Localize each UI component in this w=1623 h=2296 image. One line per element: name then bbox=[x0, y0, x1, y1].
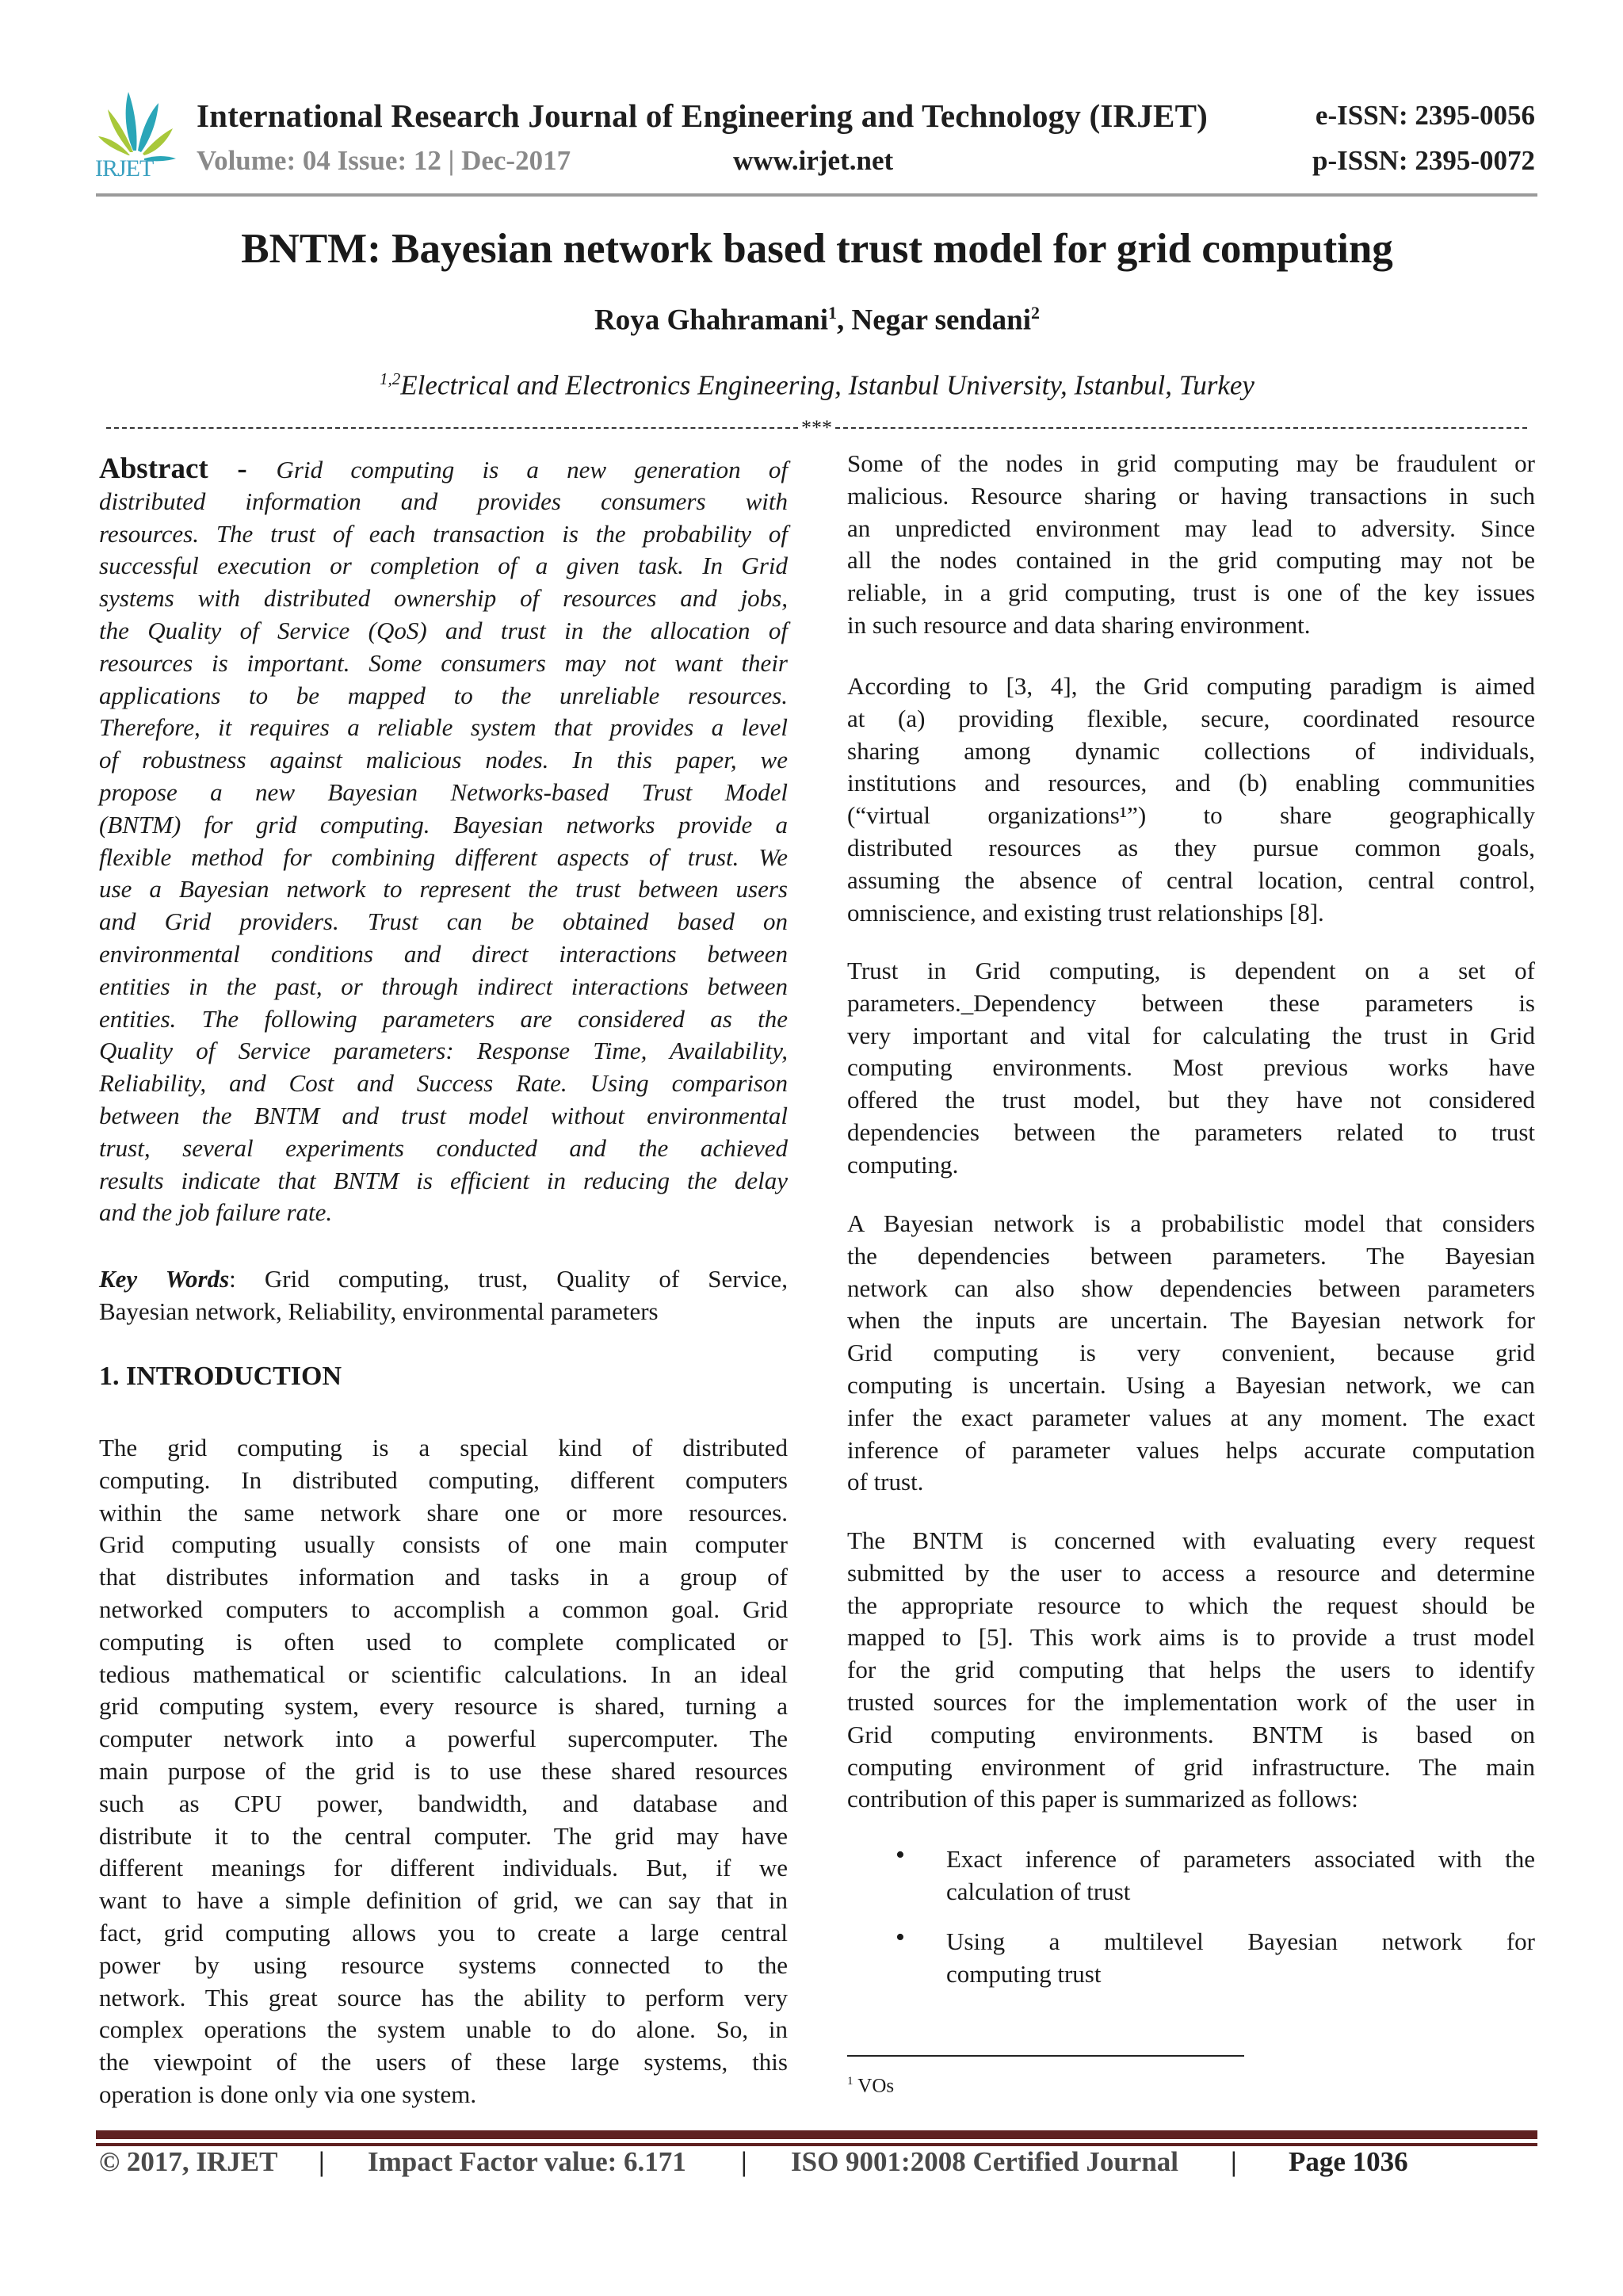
paragraph-line: all the nodes contained in the grid computing may not be bbox=[847, 546, 1535, 575]
paragraph-line: omniscience, and existing trust relationships [8]. bbox=[847, 898, 1324, 926]
journal-url[interactable]: www.irjet.net bbox=[733, 145, 894, 176]
paragraph-line: malicious. Resource sharing or having transactions in such bbox=[847, 481, 1535, 510]
paragraph-line: computing environments. Most previous works have bbox=[847, 1053, 1535, 1082]
paragraph-line: the dependencies between parameters. The Bayesian bbox=[847, 1241, 1535, 1270]
paragraph-line: sharing among dynamic collections of individuals, bbox=[847, 736, 1535, 765]
paragraph-line: when the inputs are uncertain. The Bayesian network for bbox=[847, 1306, 1535, 1335]
abstract-line: resources. The trust of each transaction is the probability of bbox=[99, 519, 788, 548]
paragraph-line: computing. bbox=[847, 1150, 959, 1179]
affiliation-text: Electrical and Electronics Engineering, Istanbul University, Istanbul, Turkey bbox=[400, 369, 1254, 401]
footer-impact-factor: Impact Factor value: 6.171 bbox=[368, 2146, 686, 2177]
paragraph-line: for the grid computing that helps the users to identify bbox=[847, 1656, 1535, 1684]
paragraph-line: fact, grid computing allows you to create a large central bbox=[99, 1918, 788, 1946]
abstract-line: and the job failure rate. bbox=[99, 1198, 333, 1227]
footer-iso: ISO 9001:2008 Certified Journal bbox=[791, 2146, 1179, 2177]
logo-text: IRJET bbox=[95, 155, 154, 181]
keywords-label: Key Words bbox=[99, 1265, 230, 1293]
paragraph-lines bbox=[946, 1843, 1535, 1908]
bullet-line: Using a multilevel Bayesian network for bbox=[946, 1927, 1535, 1955]
paragraph-line: different meanings for different individuals. But, if we bbox=[99, 1854, 788, 1882]
paragraph-line: A Bayesian network is a probabilistic model that considers bbox=[847, 1209, 1535, 1237]
paragraph-line: at (a) providing flexible, secure, coordinated resource bbox=[847, 704, 1535, 732]
author-2: Negar sendani bbox=[851, 304, 1031, 337]
footer-page-number: Page 1036 bbox=[1289, 2146, 1408, 2177]
bullet-item bbox=[946, 1843, 1535, 1908]
keywords bbox=[99, 1263, 788, 1328]
paragraph-lines bbox=[847, 1525, 1535, 1816]
paragraph-lines bbox=[99, 1296, 788, 1328]
paragraph-line: want to have a simple definition of grid, we can say that in bbox=[99, 1886, 788, 1915]
abstract-line: (BNTM) for grid computing. Bayesian networks provide a bbox=[99, 810, 788, 839]
footnote bbox=[847, 2075, 894, 2097]
author-sep: , bbox=[837, 304, 852, 337]
bullet-icon: • bbox=[896, 1840, 905, 1870]
bullet-line: Exact inference of parameters associated with the bbox=[946, 1845, 1535, 1873]
abstract-line: successful execution or completion of a given task. In Grid bbox=[99, 552, 788, 580]
abstract-line: distributed information and provides consumers with bbox=[99, 487, 788, 515]
paragraph-lines bbox=[847, 448, 1535, 642]
footnote-number: 1 bbox=[847, 2075, 854, 2088]
abstract-line: and Grid providers. Trust can be obtained based on bbox=[99, 907, 788, 936]
paragraph-line: that distributes information and tasks in a group of bbox=[99, 1563, 788, 1591]
paragraph-lines bbox=[847, 1208, 1535, 1499]
paragraph-line: the viewpoint of the users of these large systems, this bbox=[99, 2048, 788, 2076]
paragraph-line: infer the exact parameter values at any moment. The exact bbox=[847, 1403, 1535, 1431]
paragraph-line: computer network into a powerful supercomputer. The bbox=[99, 1725, 788, 1753]
affiliation bbox=[0, 369, 1623, 402]
abstract-line: the Quality of Service (QoS) and trust in the allocation of bbox=[99, 616, 788, 644]
abstract-line bbox=[99, 453, 788, 486]
abstract-line: Quality of Service parameters: Response Time, Availability, bbox=[99, 1037, 788, 1065]
paragraph-line: in such resource and data sharing environment. bbox=[847, 610, 1311, 639]
paragraph-line: dependencies between the parameters related to trust bbox=[847, 1117, 1535, 1146]
keywords-line: Bayesian network, Reliability, environmental parameters bbox=[99, 1297, 659, 1325]
paragraph-line: parameters._Dependency between these parameters is bbox=[847, 988, 1535, 1017]
abstract-line: systems with distributed ownership of resources and jobs, bbox=[99, 584, 788, 613]
paragraph-line: network can also show dependencies between parameters bbox=[847, 1274, 1535, 1302]
paragraph-line: complex operations the system unable to do alone. So, in bbox=[99, 2015, 788, 2044]
journal-name: International Research Journal of Engineering and Technology (IRJET) bbox=[197, 97, 1208, 134]
abstract-line: applications to be mapped to the unreliable resources. bbox=[99, 681, 788, 709]
footer-divider: | bbox=[1231, 2146, 1237, 2177]
paragraph-line: the appropriate resource to which the request should be bbox=[847, 1591, 1535, 1619]
paragraph-line: Trust in Grid computing, is dependent on a set of bbox=[847, 957, 1535, 984]
separator-dash-right bbox=[835, 427, 1527, 429]
paragraph-line: The grid computing is a special kind of distributed bbox=[99, 1434, 788, 1461]
footnote-text: VOs bbox=[853, 2075, 895, 2097]
abstract-line: between the BNTM and trust model without environmental bbox=[99, 1101, 788, 1129]
bullet-item bbox=[946, 1926, 1535, 1991]
abstract-line: resources is important. Some consumers may not want their bbox=[99, 648, 788, 677]
paragraph-line: grid computing system, every resource is shared, turning a bbox=[99, 1692, 788, 1721]
paragraph-line: networked computers to accomplish a common goal. Grid bbox=[99, 1595, 788, 1623]
paper-title: BNTM: Bayesian network based trust model for grid computing bbox=[241, 226, 1393, 272]
footer-divider: | bbox=[741, 2146, 747, 2177]
paragraph-line: The BNTM is concerned with evaluating every request bbox=[847, 1526, 1535, 1554]
abstract-line: results indicate that BNTM is efficient in reducing the delay bbox=[99, 1166, 788, 1194]
abstract-line: of robustness against malicious nodes. In this paper, we bbox=[99, 746, 788, 774]
paragraph-line: institutions and resources, and (b) enabling communities bbox=[847, 769, 1535, 797]
paragraph-grid-paradigm bbox=[847, 670, 1535, 929]
paragraph-lines bbox=[946, 1926, 1535, 1991]
paragraph-line: an unpredicted environment may lead to adversity. Since bbox=[847, 514, 1535, 542]
paragraph-line: Grid computing usually consists of one main computer bbox=[99, 1530, 788, 1559]
section-separator bbox=[106, 416, 1527, 439]
header-rule bbox=[96, 193, 1537, 197]
e-issn: e-ISSN: 2395-0056 bbox=[1315, 100, 1535, 131]
footer-copyright: © 2017, IRJET bbox=[99, 2146, 278, 2177]
bullet-line: computing trust bbox=[946, 1959, 1102, 1988]
paragraph-lines bbox=[847, 670, 1535, 929]
footer-bar bbox=[96, 2130, 1537, 2139]
intro-paragraph bbox=[99, 1432, 788, 2111]
footnote-rule bbox=[847, 2055, 1244, 2057]
keywords-line bbox=[99, 1263, 788, 1296]
paragraph-line: trusted sources for the implementation work of the user in bbox=[847, 1687, 1535, 1716]
keywords-first-text: : Grid computing, trust, Quality of Service, bbox=[229, 1265, 788, 1293]
p-issn: p-ISSN: 2395-0072 bbox=[1312, 145, 1535, 176]
paragraph-line: mapped to [5]. This work aims is to provide a trust model bbox=[847, 1623, 1535, 1652]
abstract-line: propose a new Bayesian Networks-based Trust Model bbox=[99, 777, 788, 806]
authors bbox=[0, 303, 1623, 337]
paragraph-line: assuming the absence of central location, central control, bbox=[847, 865, 1535, 894]
paragraph-lines bbox=[99, 1432, 788, 2111]
paragraph-line: reliable, in a grid computing, trust is one of the key issues bbox=[847, 579, 1535, 607]
paragraph-lines bbox=[847, 955, 1535, 1182]
paragraph-line: tedious mathematical or scientific calculations. In an ideal bbox=[99, 1660, 788, 1688]
paragraph-bayesian-network bbox=[847, 1208, 1535, 1499]
bullet-icon: • bbox=[896, 1923, 905, 1952]
paragraph-line: network. This great source has the ability to perform very bbox=[99, 1983, 788, 2011]
separator-dash-left bbox=[106, 427, 798, 429]
author-1: Roya Ghahramani bbox=[594, 304, 829, 337]
abstract-line: trust, several experiments conducted and the achieved bbox=[99, 1133, 788, 1162]
affiliation-sup: 1,2 bbox=[380, 369, 401, 388]
paragraph-line: main purpose of the grid is to use these shared resources bbox=[99, 1756, 788, 1785]
paragraph-line: computing is often used to complete complicated or bbox=[99, 1627, 788, 1656]
paragraph-line: Grid computing environments. BNTM is based on bbox=[847, 1720, 1535, 1748]
abstract-first-text: Grid computing is a new generation of bbox=[276, 456, 788, 483]
paragraph-line: of trust. bbox=[847, 1468, 924, 1496]
abstract bbox=[99, 453, 788, 1229]
paragraph-line: power by using resource systems connected to the bbox=[99, 1950, 788, 1979]
abstract-line: entities. The following parameters are considered as the bbox=[99, 1004, 788, 1033]
author-2-sup: 2 bbox=[1031, 303, 1040, 323]
abstract-line: Therefore, it requires a reliable system that provides a level bbox=[99, 713, 788, 742]
paragraph-line: very important and vital for calculating the trust in Grid bbox=[847, 1021, 1535, 1049]
paragraph-lines bbox=[99, 486, 788, 1229]
paragraph-line: within the same network share one or more resources. bbox=[99, 1498, 788, 1526]
paragraph-line: offered the trust model, but they have not considered bbox=[847, 1086, 1535, 1114]
paragraph-line: computing environment of grid infrastructure. The main bbox=[847, 1752, 1535, 1781]
paragraph-line: (“virtual organizations¹”) to share geographically bbox=[847, 801, 1535, 830]
paragraph-nodes-trust bbox=[847, 448, 1535, 642]
volume-issue: Volume: 04 Issue: 12 | Dec-2017 bbox=[197, 145, 571, 176]
paragraph-line: submitted by the user to access a resource and determine bbox=[847, 1558, 1535, 1587]
irjet-logo bbox=[94, 86, 181, 182]
abstract-line: flexible method for combining different aspects of trust. We bbox=[99, 842, 788, 871]
paragraph-line: computing. In distributed computing, different computers bbox=[99, 1465, 788, 1494]
paragraph-trust-parameters bbox=[847, 955, 1535, 1182]
author-1-sup: 1 bbox=[828, 303, 838, 323]
paragraph-line: Some of the nodes in grid computing may be fraudulent or bbox=[847, 449, 1535, 477]
bullet-line: calculation of trust bbox=[946, 1877, 1131, 1905]
paragraph-line: According to [3, 4], the Grid computing paradigm is aimed bbox=[847, 672, 1535, 700]
paragraph-line: inference of parameter values helps accurate computation bbox=[847, 1435, 1535, 1464]
abstract-line: use a Bayesian network to represent the trust between users bbox=[99, 875, 788, 904]
paragraph-line: such as CPU power, bandwidth, and database and bbox=[99, 1789, 788, 1817]
abstract-line: entities in the past, or through indirect interactions between bbox=[99, 972, 788, 1000]
footer-divider: | bbox=[319, 2146, 325, 2177]
paragraph-line: distribute it to the central computer. The grid may have bbox=[99, 1821, 788, 1850]
separator-stars: *** bbox=[801, 416, 832, 439]
abstract-line: environmental conditions and direct interactions between bbox=[99, 939, 788, 968]
abstract-line: Reliability, and Cost and Success Rate. Using comparison bbox=[99, 1069, 788, 1098]
paragraph-line: operation is done only via one system. bbox=[99, 2080, 477, 2108]
paragraph-line: Grid computing is very convenient, because grid bbox=[847, 1339, 1535, 1367]
paragraph-line: computing is uncertain. Using a Bayesian network, we can bbox=[847, 1370, 1535, 1399]
paragraph-line: contribution of this paper is summarized as follows: bbox=[847, 1785, 1358, 1813]
section-heading-introduction: 1. INTRODUCTION bbox=[99, 1362, 342, 1391]
paragraph-line: distributed resources as they pursue common goals, bbox=[847, 833, 1535, 861]
paragraph-bntm bbox=[847, 1525, 1535, 1816]
abstract-label: Abstract - bbox=[99, 453, 277, 485]
